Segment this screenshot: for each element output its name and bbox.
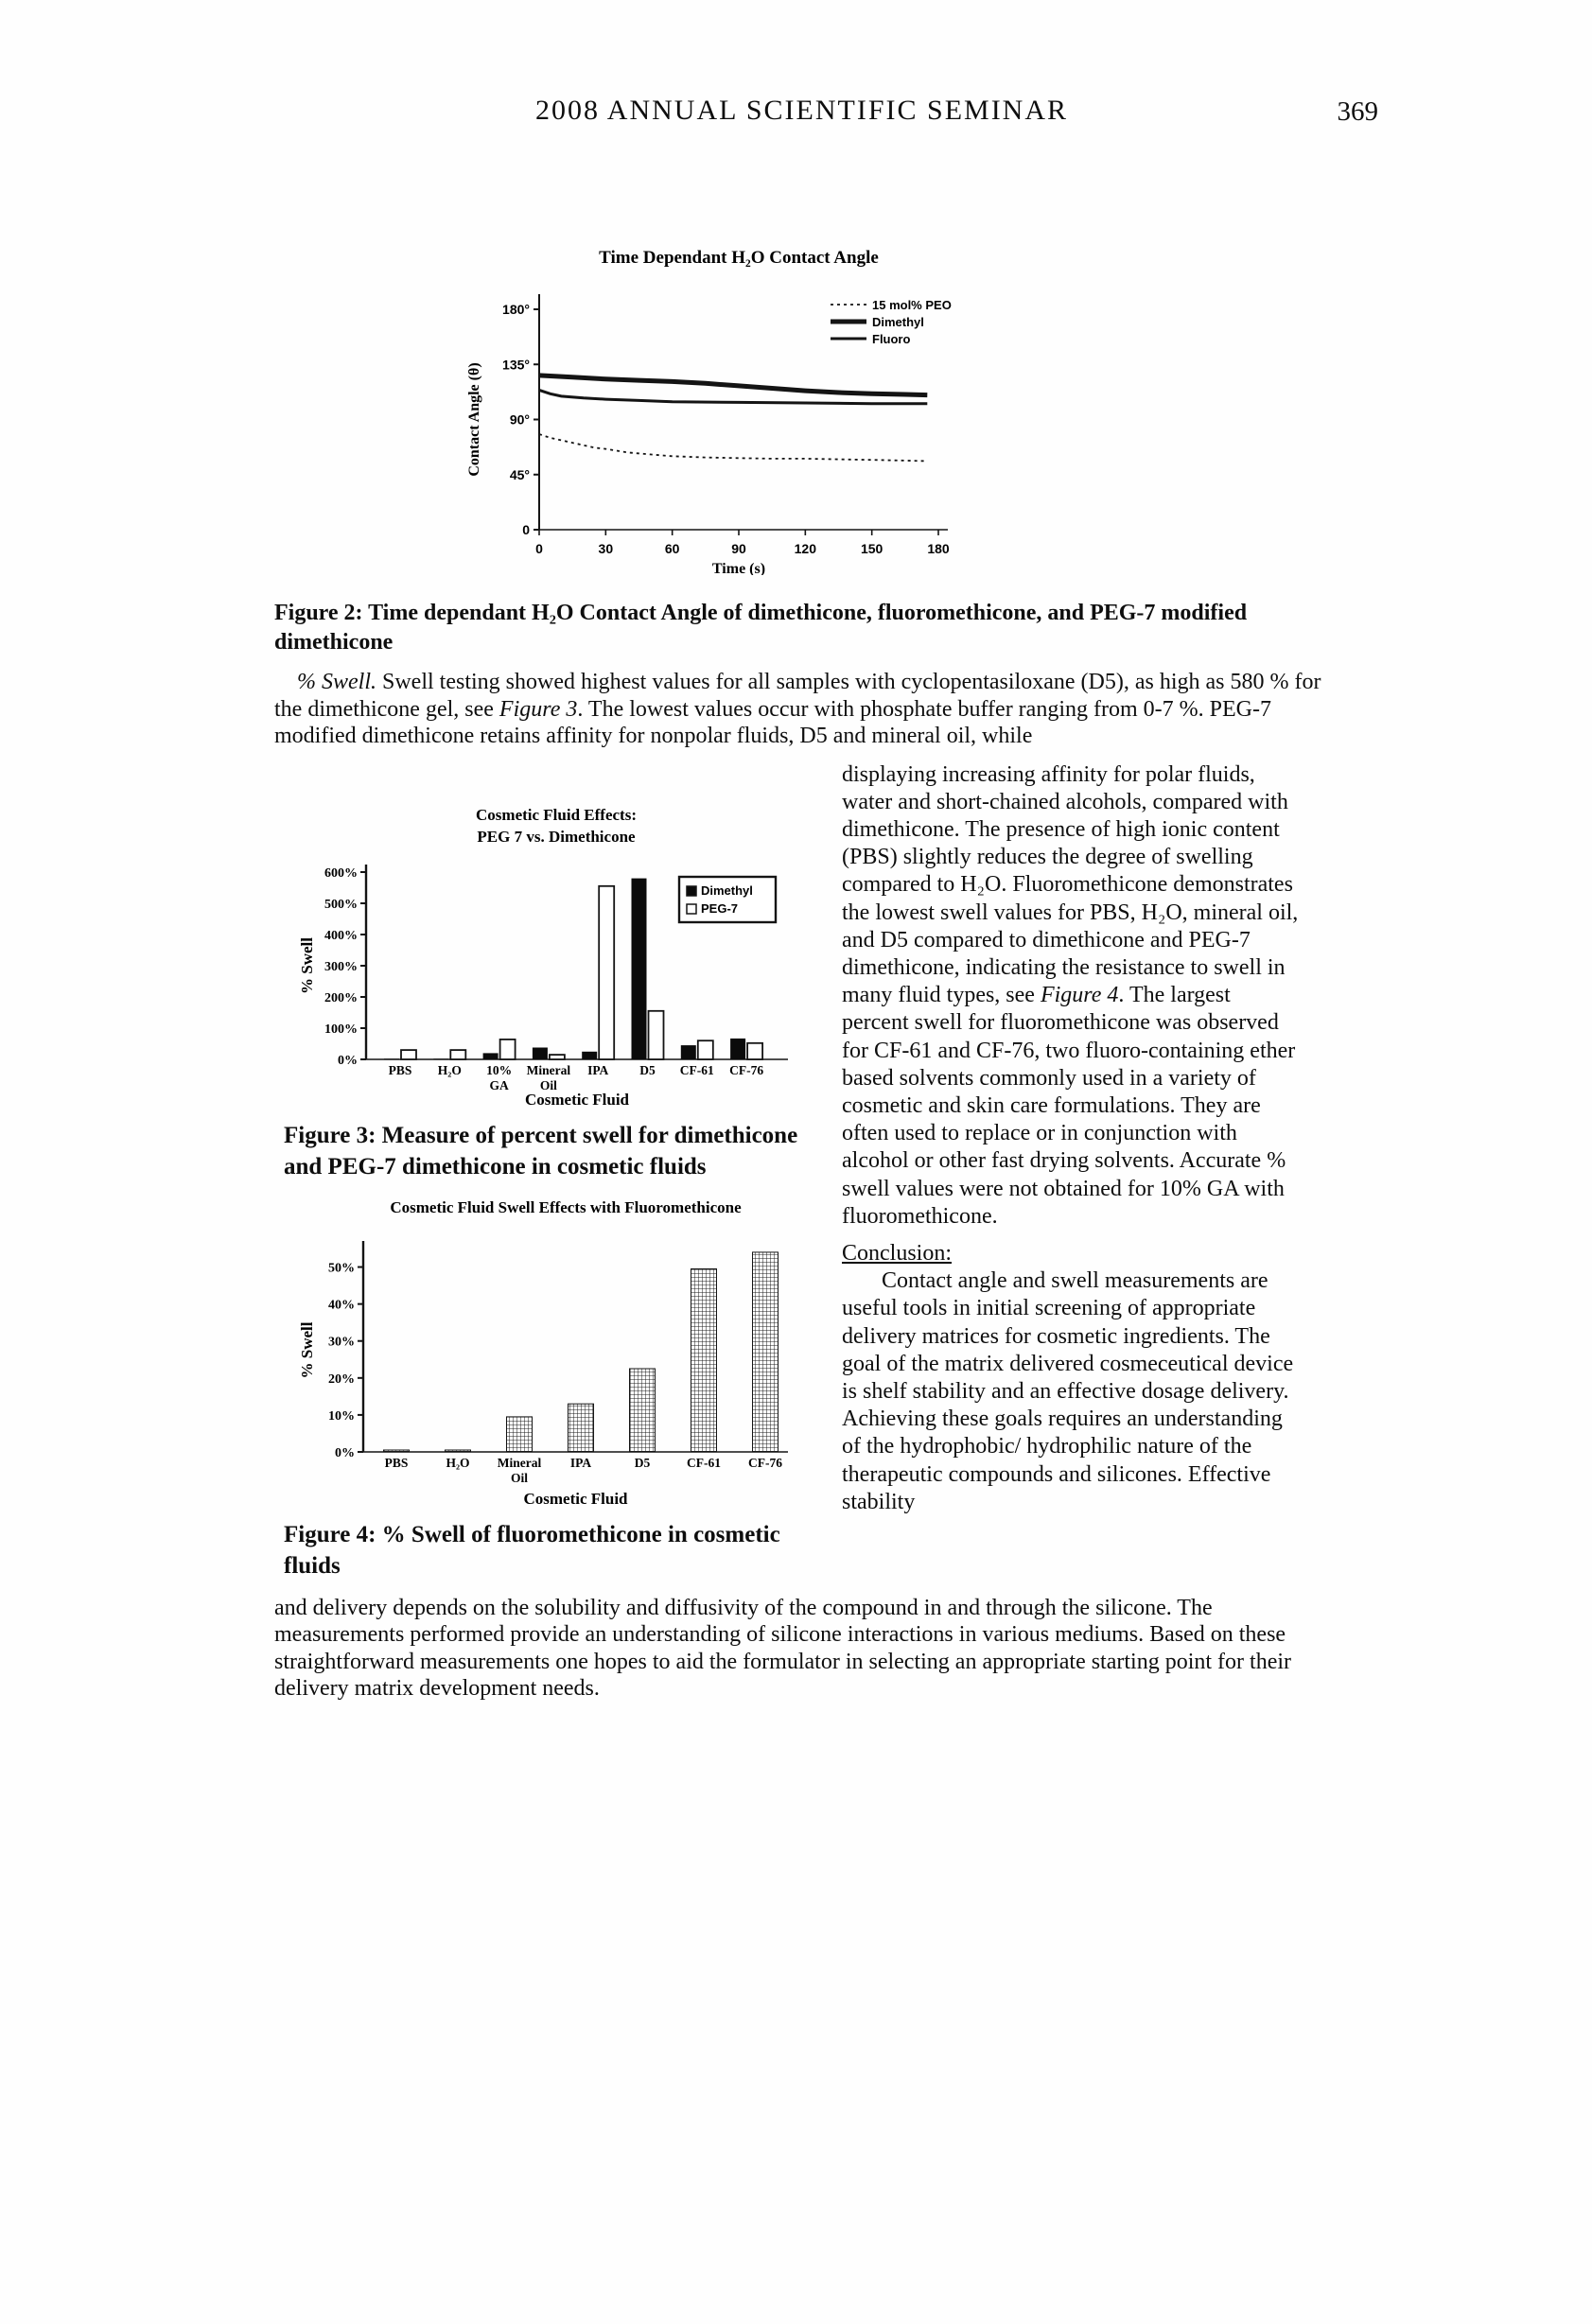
svg-text:15 mol% PEO: 15 mol% PEO <box>872 298 952 312</box>
figure3-caption: Figure 3: Measure of percent swell for dimethicone and PEG-7 dimethicone in cosmetic fluids <box>284 1122 798 1179</box>
svg-text:PEG 7 vs. Dimethicone: PEG 7 vs. Dimethicone <box>477 827 636 846</box>
svg-text:PBS: PBS <box>388 1062 412 1077</box>
svg-text:200%: 200% <box>324 990 358 1005</box>
svg-text:500%: 500% <box>324 897 358 912</box>
conclusion-heading: Conclusion: <box>842 1240 953 1266</box>
svg-text:Cosmetic Fluid: Cosmetic Fluid <box>524 1090 630 1109</box>
svg-text:0: 0 <box>522 522 530 537</box>
figure3-chart <box>282 782 828 1116</box>
svg-text:600%: 600% <box>324 865 358 881</box>
svg-text:CF-76: CF-76 <box>729 1062 764 1077</box>
svg-text:0%: 0% <box>335 1445 355 1460</box>
svg-text:D5: D5 <box>634 1455 651 1470</box>
figure4-caption: Figure 4: % Swell of fluoromethicone in cosmetic fluids <box>284 1521 780 1579</box>
svg-text:10%: 10% <box>486 1062 513 1077</box>
svg-text:90°: 90° <box>509 411 530 428</box>
svg-text:PEG-7: PEG-7 <box>701 900 739 916</box>
svg-text:Oil: Oil <box>539 1077 557 1092</box>
svg-text:Time Dependant H₂O Contact Ang: Time Dependant H₂O Contact Angle <box>599 248 879 268</box>
svg-text:IPA: IPA <box>587 1062 609 1077</box>
svg-text:Contact Angle (θ): Contact Angle (θ) <box>466 362 482 477</box>
svg-text:90: 90 <box>731 541 746 556</box>
right-column <box>842 761 1301 1581</box>
svg-text:Fluoro: Fluoro <box>872 332 911 346</box>
svg-text:Dimethyl: Dimethyl <box>701 882 753 898</box>
svg-text:GA: GA <box>489 1077 509 1092</box>
svg-text:Mineral: Mineral <box>497 1455 542 1470</box>
svg-text:% Swell: % Swell <box>298 936 316 994</box>
svg-text:PBS: PBS <box>384 1455 409 1470</box>
svg-text:% Swell: % Swell <box>298 1321 316 1378</box>
svg-text:Cosmetic Fluid Swell Effects w: Cosmetic Fluid Swell Effects with Fluoromethicone <box>390 1197 742 1216</box>
svg-text:Dimethyl: Dimethyl <box>872 315 924 329</box>
svg-text:100%: 100% <box>324 1022 358 1037</box>
column-paragraph: displaying increasing affinity for polar fluids, water and short-chained alcohols, compared with dimethicone. The presence of high ionic content (PBS) slightly reduces the degree of swelling compared to H₂O. Fluoromethicone demonstrates the lowest swell values for PBS, H₂O, mineral oil, and D5 compared to dimethicone and PEG-7 dimethicone, indicating the resistance to swell in many fluid types, see Figure 4. The largest percent swell for fluoromethicone was observed for CF-61 and CF-76, two fluoro-containing ether based solvents commonly used in a variety of cosmetic and skin care formulations. They are often used to replace or in conjunction with alcohol or other fast drying solvents. Accurate % swell values were not obtained for 10% GA with fluoromethicone. <box>842 761 1299 1229</box>
svg-text:150: 150 <box>860 541 883 556</box>
svg-text:Cosmetic Fluid: Cosmetic Fluid <box>523 1489 628 1508</box>
svg-text:30: 30 <box>598 541 614 556</box>
left-column <box>274 761 828 1581</box>
figure4-chart <box>282 1194 828 1515</box>
svg-text:IPA: IPA <box>569 1455 592 1470</box>
journal-title: 2008 ANNUAL SCIENTIFIC SEMINAR <box>534 95 1069 126</box>
page-number: 369 <box>1337 96 1378 127</box>
svg-text:400%: 400% <box>324 928 358 943</box>
page-content <box>274 0 1378 1703</box>
svg-text:Mineral: Mineral <box>526 1062 571 1077</box>
two-column-section <box>274 761 1329 1581</box>
svg-text:D5: D5 <box>639 1062 656 1077</box>
svg-text:CF-76: CF-76 <box>748 1455 782 1470</box>
svg-text:0%: 0% <box>338 1053 358 1068</box>
svg-text:20%: 20% <box>328 1372 355 1387</box>
swell-paragraph: % Swell. Swell testing showed highest values for all samples with cyclopentasiloxane (D5), as high as 580 % for the dimethicone gel, see Figure 3. The lowest values occur with phosphate buffer ranging from 0-7 %. PEG-7 modified dimethicone retains affinity for nonpolar fluids, D5 and mineral oil, while <box>274 670 1321 748</box>
svg-text:45°: 45° <box>509 466 530 482</box>
svg-text:120: 120 <box>794 541 817 556</box>
svg-text:Oil: Oil <box>510 1470 529 1485</box>
svg-text:50%: 50% <box>328 1261 355 1276</box>
svg-text:H₂O: H₂O <box>446 1455 470 1470</box>
figure2-chart <box>452 242 993 580</box>
svg-text:300%: 300% <box>324 959 358 974</box>
svg-text:H₂O: H₂O <box>437 1062 462 1077</box>
svg-text:10%: 10% <box>328 1408 355 1424</box>
closing-paragraph: and delivery depends on the solubility and diffusivity of the compound in and through the silicone. The measurements performed provide an understanding of silicone interactions in various mediums. Based on these straightforward measurements one hopes to aid the formulator in selecting an appropriate starting point for their delivery matrix development needs. <box>274 1595 1292 1701</box>
svg-text:40%: 40% <box>328 1298 355 1313</box>
figure2-caption: Figure 2: Time dependant H₂O Contact Angle of dimethicone, fluoromethicone, and PEG-7 modified dimethicone <box>274 601 1248 655</box>
svg-text:30%: 30% <box>328 1335 355 1350</box>
svg-text:60: 60 <box>664 541 680 556</box>
svg-text:135°: 135° <box>502 357 530 373</box>
svg-text:0: 0 <box>535 541 543 556</box>
page-header <box>274 95 1378 132</box>
svg-text:CF-61: CF-61 <box>679 1062 714 1077</box>
svg-text:180: 180 <box>927 541 950 556</box>
conclusion-paragraph: Contact angle and swell measurements are useful tools in initial screening of appropriate delivery matrices for cosmetic ingredients. The goal of the matrix delivered cosmeceutical device is shelf stability and an effective dosage delivery. Achieving these goals requires an understanding of the hydrophobic/ hydrophilic nature of the therapeutic compounds and silicones. Effective stability <box>842 1268 1294 1514</box>
svg-text:Cosmetic Fluid Effects:: Cosmetic Fluid Effects: <box>476 805 637 824</box>
svg-text:Time (s): Time (s) <box>711 561 766 575</box>
svg-text:CF-61: CF-61 <box>687 1455 721 1470</box>
svg-text:180°: 180° <box>502 302 530 317</box>
